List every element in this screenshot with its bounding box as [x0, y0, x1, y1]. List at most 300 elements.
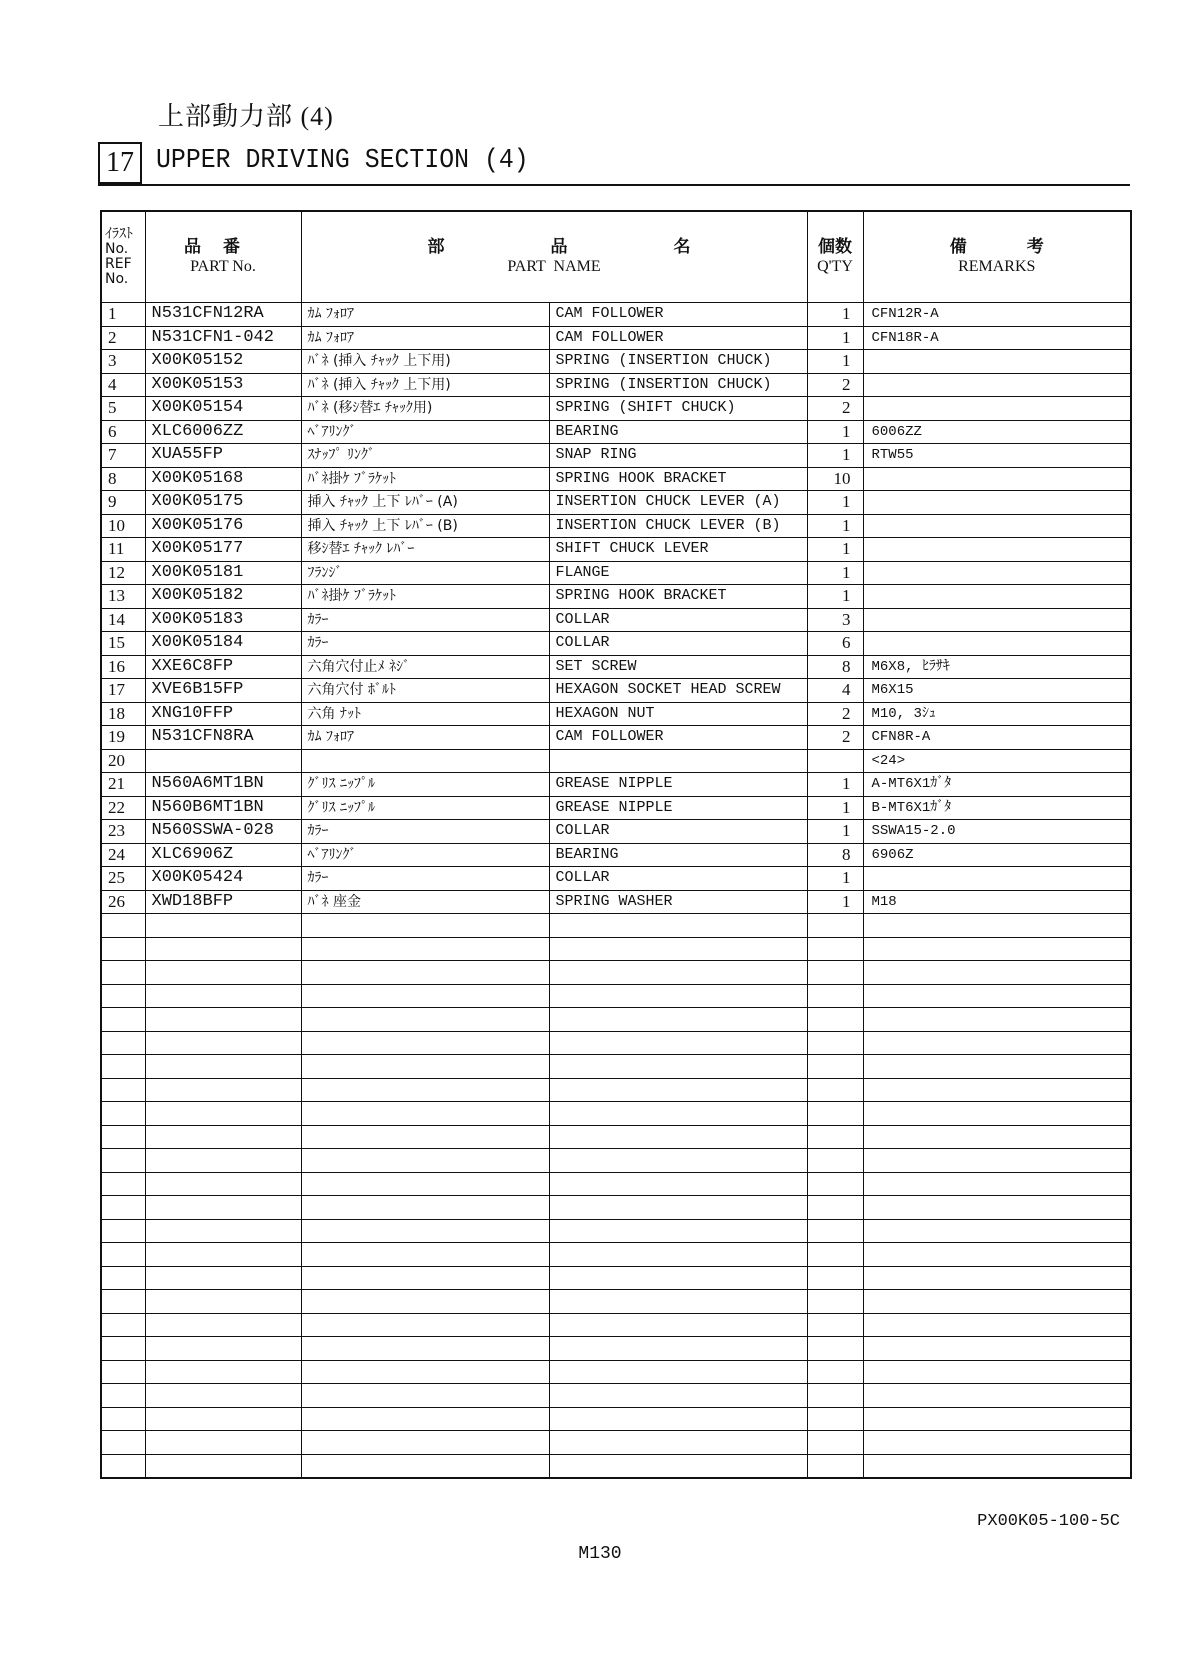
blank-cell [863, 1125, 1131, 1149]
qty-cell: 1 [807, 561, 863, 585]
qty-cell: 1 [807, 326, 863, 350]
blank-cell [301, 1102, 549, 1126]
table-row [101, 773, 1131, 797]
table-row [101, 444, 1131, 468]
table-row [101, 561, 1131, 585]
qty-cell: 1 [807, 420, 863, 444]
page-title-jp: 上部動力部 (4) [158, 102, 334, 131]
part-name-en-cell: HEXAGON SOCKET HEAD SCREW [549, 679, 807, 703]
qty-cell: 1 [807, 303, 863, 327]
remarks-label-jp: 備考 [949, 237, 1104, 257]
part-name-jp-cell: ｶﾗｰ [301, 632, 549, 656]
blank-row [101, 1102, 1131, 1126]
ref-cell: 14 [101, 608, 145, 632]
part-name-jp-cell: ｶﾑ ﾌｫﾛｱ [301, 726, 549, 750]
ref-cell: 24 [101, 843, 145, 867]
part-no-cell: X00K05168 [145, 467, 301, 491]
blank-cell [863, 1102, 1131, 1126]
part-name-jp-cell: 六角 ﾅｯﾄ [301, 702, 549, 726]
ref-cell: 9 [101, 491, 145, 515]
blank-cell [145, 1454, 301, 1478]
part-name-en-cell: FLANGE [549, 561, 807, 585]
qty-cell: 2 [807, 397, 863, 421]
blank-cell [101, 961, 145, 985]
blank-cell [807, 1172, 863, 1196]
blank-cell [807, 1031, 863, 1055]
qty-cell: 1 [807, 796, 863, 820]
blank-cell [807, 1407, 863, 1431]
part-name-jp-cell: ﾊﾞﾈ掛ｹ ﾌﾞﾗｹｯﾄ [301, 585, 549, 609]
blank-cell [863, 1149, 1131, 1173]
blank-cell [301, 1431, 549, 1455]
part-no-cell: X00K05182 [145, 585, 301, 609]
blank-cell [863, 1078, 1131, 1102]
blank-cell [549, 1384, 807, 1408]
blank-cell [145, 1384, 301, 1408]
ref-cell: 13 [101, 585, 145, 609]
blank-cell [145, 1149, 301, 1173]
part-no-cell: XXE6C8FP [145, 655, 301, 679]
part-no-cell: N531CFN12RA [145, 303, 301, 327]
table-row [101, 820, 1131, 844]
qty-cell: 1 [807, 890, 863, 914]
remarks-cell [863, 397, 1131, 421]
blank-row [101, 1407, 1131, 1431]
blank-cell [863, 1172, 1131, 1196]
part-name-jp-cell: 挿入 ﾁｬｯｸ 上下 ﾚﾊﾞｰ (A) [301, 491, 549, 515]
blank-cell [301, 1243, 549, 1267]
part-name-jp-cell: 挿入 ﾁｬｯｸ 上下 ﾚﾊﾞｰ (B) [301, 514, 549, 538]
blank-cell [145, 1360, 301, 1384]
blank-cell [549, 984, 807, 1008]
table-row [101, 726, 1131, 750]
part-no-cell: N560A6MT1BN [145, 773, 301, 797]
part-name-en-cell: HEXAGON NUT [549, 702, 807, 726]
table-row [101, 491, 1131, 515]
table-row [101, 397, 1131, 421]
ref-cell: 20 [101, 749, 145, 773]
part-no-cell: N531CFN8RA [145, 726, 301, 750]
ref-cell: 21 [101, 773, 145, 797]
part-name-en-cell: COLLAR [549, 820, 807, 844]
blank-cell [145, 1031, 301, 1055]
table-row [101, 420, 1131, 444]
blank-cell [145, 1337, 301, 1361]
blank-cell [301, 984, 549, 1008]
remarks-cell: 6906Z [863, 843, 1131, 867]
ref-cell: 3 [101, 350, 145, 374]
blank-cell [549, 1102, 807, 1126]
qty-cell: 10 [807, 467, 863, 491]
part-no-cell: XWD18BFP [145, 890, 301, 914]
part-no-cell: XLC6906Z [145, 843, 301, 867]
table-row [101, 749, 1131, 773]
table-row [101, 373, 1131, 397]
qty-cell: 8 [807, 843, 863, 867]
remarks-cell [863, 585, 1131, 609]
qty-label-jp: 個数 [818, 237, 852, 257]
table-row [101, 350, 1131, 374]
part-name-en-cell: BEARING [549, 843, 807, 867]
ref-cell: 10 [101, 514, 145, 538]
col-header-qty [807, 211, 863, 303]
part-name-en-cell: COLLAR [549, 867, 807, 891]
page-title-en: UPPER DRIVING SECTION (4) [156, 146, 529, 176]
table-row [101, 326, 1131, 350]
ref-cell: 16 [101, 655, 145, 679]
blank-cell [101, 1125, 145, 1149]
part-no-cell: X00K05177 [145, 538, 301, 562]
table-row [101, 467, 1131, 491]
blank-cell [863, 961, 1131, 985]
blank-cell [549, 1172, 807, 1196]
blank-cell [145, 1313, 301, 1337]
blank-cell [807, 1337, 863, 1361]
blank-cell [101, 1149, 145, 1173]
part-no-label-jp: 品番 [184, 237, 262, 257]
remarks-label-en: REMARKS [958, 258, 1036, 275]
blank-cell [101, 1407, 145, 1431]
blank-row [101, 1313, 1131, 1337]
blank-cell [807, 984, 863, 1008]
part-name-en-cell: CAM FOLLOWER [549, 726, 807, 750]
qty-cell: 1 [807, 350, 863, 374]
qty-cell: 3 [807, 608, 863, 632]
blank-cell [301, 1196, 549, 1220]
blank-cell [807, 1431, 863, 1455]
blank-cell [145, 1219, 301, 1243]
blank-cell [549, 1219, 807, 1243]
remarks-cell: M10, 3ｼｭ [863, 702, 1131, 726]
part-name-label-jp-3: 名 [673, 237, 691, 257]
part-name-en-cell [549, 749, 807, 773]
blank-cell [145, 1008, 301, 1032]
part-name-jp-cell: ﾊﾞﾈ (移ｼ替ｴ ﾁｬｯｸ用) [301, 397, 549, 421]
blank-cell [807, 1243, 863, 1267]
table-row [101, 702, 1131, 726]
blank-cell [301, 1149, 549, 1173]
blank-cell [301, 1125, 549, 1149]
remarks-cell [863, 491, 1131, 515]
section-number: 17 [98, 142, 142, 184]
blank-cell [301, 1266, 549, 1290]
blank-row [101, 1384, 1131, 1408]
blank-cell [145, 1196, 301, 1220]
blank-cell [863, 1290, 1131, 1314]
table-row [101, 303, 1131, 327]
blank-row [101, 937, 1131, 961]
blank-cell [863, 1313, 1131, 1337]
blank-row [101, 1337, 1131, 1361]
ref-cell: 25 [101, 867, 145, 891]
blank-cell [101, 1384, 145, 1408]
ref-cell: 11 [101, 538, 145, 562]
part-no-cell: XUA55FP [145, 444, 301, 468]
blank-cell [807, 1125, 863, 1149]
blank-cell [807, 1078, 863, 1102]
part-no-cell: N560SSWA-028 [145, 820, 301, 844]
blank-cell [301, 914, 549, 938]
remarks-cell: M18 [863, 890, 1131, 914]
remarks-cell: M6X15 [863, 679, 1131, 703]
blank-row [101, 984, 1131, 1008]
part-name-en-cell: SNAP RING [549, 444, 807, 468]
qty-cell: 1 [807, 773, 863, 797]
part-no-cell: X00K05184 [145, 632, 301, 656]
ref-label-en: REF [105, 256, 132, 272]
ref-cell: 17 [101, 679, 145, 703]
part-name-jp-cell: ｸﾞﾘｽ ﾆｯﾌﾟﾙ [301, 796, 549, 820]
blank-cell [549, 1243, 807, 1267]
qty-cell: 1 [807, 820, 863, 844]
remarks-cell [863, 867, 1131, 891]
blank-cell [101, 984, 145, 1008]
blank-cell [145, 1266, 301, 1290]
part-name-jp-cell: ﾊﾞﾈ掛ｹ ﾌﾞﾗｹｯﾄ [301, 467, 549, 491]
part-name-jp-cell: ｶﾑ ﾌｫﾛｱ [301, 326, 549, 350]
part-name-jp-cell: ｶﾗｰ [301, 608, 549, 632]
remarks-cell: B-MT6X1ｶﾞﾀ [863, 796, 1131, 820]
blank-cell [863, 1055, 1131, 1079]
part-no-cell: XNG10FFP [145, 702, 301, 726]
blank-cell [301, 1407, 549, 1431]
part-name-jp-cell: ｶﾗｰ [301, 820, 549, 844]
ref-cell: 2 [101, 326, 145, 350]
blank-cell [145, 1172, 301, 1196]
col-header-part-no [145, 211, 301, 303]
blank-cell [807, 1149, 863, 1173]
blank-row [101, 1431, 1131, 1455]
blank-cell [807, 1102, 863, 1126]
part-no-cell [145, 749, 301, 773]
ref-cell: 5 [101, 397, 145, 421]
blank-cell [549, 1454, 807, 1478]
remarks-cell: M6X8, ﾋﾗｻｷ [863, 655, 1131, 679]
blank-cell [101, 1196, 145, 1220]
document-code: PX00K05-100-5C [977, 1512, 1120, 1531]
part-name-jp-cell: ﾊﾞﾈ (挿入 ﾁｬｯｸ 上下用) [301, 373, 549, 397]
part-name-label-en: PART NAME [507, 258, 601, 275]
remarks-cell: CFN8R-A [863, 726, 1131, 750]
blank-cell [549, 1266, 807, 1290]
part-no-cell: N560B6MT1BN [145, 796, 301, 820]
ref-cell: 26 [101, 890, 145, 914]
part-name-jp-cell: 六角穴付止ﾒ ﾈｼﾞ [301, 655, 549, 679]
blank-cell [145, 914, 301, 938]
blank-row [101, 1125, 1131, 1149]
qty-cell: 1 [807, 514, 863, 538]
blank-row [101, 1196, 1131, 1220]
blank-cell [145, 1102, 301, 1126]
blank-cell [807, 937, 863, 961]
part-name-jp-cell: ﾌﾗﾝｼﾞ [301, 561, 549, 585]
table-row [101, 679, 1131, 703]
part-name-en-cell: SPRING (SHIFT CHUCK) [549, 397, 807, 421]
table-row [101, 843, 1131, 867]
blank-cell [863, 914, 1131, 938]
ref-cell: 4 [101, 373, 145, 397]
part-name-en-cell: GREASE NIPPLE [549, 773, 807, 797]
blank-cell [863, 984, 1131, 1008]
part-name-jp-cell: ﾊﾞﾈ (挿入 ﾁｬｯｸ 上下用) [301, 350, 549, 374]
blank-cell [145, 1407, 301, 1431]
blank-cell [549, 1149, 807, 1173]
blank-cell [101, 1055, 145, 1079]
part-name-en-cell: CAM FOLLOWER [549, 326, 807, 350]
blank-cell [807, 1290, 863, 1314]
part-name-jp-cell: ﾍﾞｱﾘﾝｸﾞ [301, 420, 549, 444]
blank-cell [549, 1290, 807, 1314]
remarks-cell [863, 373, 1131, 397]
blank-cell [863, 1407, 1131, 1431]
table-row [101, 538, 1131, 562]
part-name-en-cell: SPRING (INSERTION CHUCK) [549, 373, 807, 397]
ref-label-no: No. [105, 241, 129, 257]
blank-cell [807, 1360, 863, 1384]
blank-cell [101, 1360, 145, 1384]
blank-cell [549, 1055, 807, 1079]
part-name-en-cell: INSERTION CHUCK LEVER (B) [549, 514, 807, 538]
blank-cell [301, 1360, 549, 1384]
blank-row [101, 961, 1131, 985]
part-name-en-cell: SPRING WASHER [549, 890, 807, 914]
qty-label-en: Q'TY [817, 258, 853, 275]
remarks-cell: CFN12R-A [863, 303, 1131, 327]
blank-row [101, 1031, 1131, 1055]
blank-cell [549, 1008, 807, 1032]
blank-cell [301, 1454, 549, 1478]
blank-row [101, 914, 1131, 938]
blank-cell [301, 1290, 549, 1314]
ref-label-jp: ｲﾗｽﾄ [105, 226, 133, 242]
parts-table [100, 210, 1132, 1479]
qty-cell: 1 [807, 585, 863, 609]
blank-cell [549, 1313, 807, 1337]
remarks-cell [863, 538, 1131, 562]
qty-cell: 1 [807, 444, 863, 468]
table-row [101, 608, 1131, 632]
blank-cell [145, 1290, 301, 1314]
ref-cell: 6 [101, 420, 145, 444]
blank-cell [101, 1008, 145, 1032]
part-name-jp-cell: ｸﾞﾘｽ ﾆｯﾌﾟﾙ [301, 773, 549, 797]
remarks-cell [863, 561, 1131, 585]
blank-cell [549, 1431, 807, 1455]
blank-cell [863, 1337, 1131, 1361]
page-number: M130 [578, 1544, 622, 1564]
blank-cell [301, 1172, 549, 1196]
blank-row [101, 1219, 1131, 1243]
part-name-en-cell: SPRING (INSERTION CHUCK) [549, 350, 807, 374]
ref-cell: 19 [101, 726, 145, 750]
blank-cell [101, 1313, 145, 1337]
part-name-jp-cell: 六角穴付 ﾎﾞﾙﾄ [301, 679, 549, 703]
ref-cell: 15 [101, 632, 145, 656]
blank-cell [301, 1337, 549, 1361]
remarks-cell: CFN18R-A [863, 326, 1131, 350]
part-no-cell: X00K05154 [145, 397, 301, 421]
blank-cell [145, 1055, 301, 1079]
qty-cell: 2 [807, 726, 863, 750]
blank-cell [301, 1078, 549, 1102]
blank-cell [549, 1031, 807, 1055]
blank-cell [807, 1196, 863, 1220]
remarks-cell: <24> [863, 749, 1131, 773]
part-name-label-jp-2: 品 [550, 237, 568, 257]
blank-cell [863, 1243, 1131, 1267]
table-row [101, 514, 1131, 538]
remarks-cell: RTW55 [863, 444, 1131, 468]
blank-row [101, 1243, 1131, 1267]
blank-cell [863, 1266, 1131, 1290]
blank-row [101, 1008, 1131, 1032]
remarks-cell [863, 514, 1131, 538]
part-no-cell: X00K05152 [145, 350, 301, 374]
blank-cell [101, 1266, 145, 1290]
remarks-cell [863, 467, 1131, 491]
blank-cell [807, 1055, 863, 1079]
part-name-jp-cell: ｶﾑ ﾌｫﾛｱ [301, 303, 549, 327]
blank-cell [549, 914, 807, 938]
part-no-cell: X00K05176 [145, 514, 301, 538]
blank-cell [807, 961, 863, 985]
blank-cell [145, 1431, 301, 1455]
blank-cell [145, 961, 301, 985]
ref-cell: 12 [101, 561, 145, 585]
blank-cell [863, 1008, 1131, 1032]
blank-row [101, 1290, 1131, 1314]
blank-cell [101, 1172, 145, 1196]
blank-cell [549, 1125, 807, 1149]
blank-cell [301, 961, 549, 985]
col-header-part-name [301, 211, 807, 303]
blank-cell [145, 1243, 301, 1267]
qty-cell: 6 [807, 632, 863, 656]
table-header-row [101, 211, 1131, 303]
ref-cell: 1 [101, 303, 145, 327]
blank-cell [101, 1290, 145, 1314]
remarks-cell: SSWA15-2.0 [863, 820, 1131, 844]
part-name-en-cell: CAM FOLLOWER [549, 303, 807, 327]
blank-cell [863, 937, 1131, 961]
part-name-en-cell: BEARING [549, 420, 807, 444]
blank-cell [549, 961, 807, 985]
blank-cell [101, 914, 145, 938]
blank-cell [549, 1407, 807, 1431]
ref-label-no2: No. [105, 271, 129, 287]
part-name-en-cell: SHIFT CHUCK LEVER [549, 538, 807, 562]
blank-row [101, 1266, 1131, 1290]
blank-cell [301, 937, 549, 961]
blank-cell [807, 1219, 863, 1243]
blank-cell [301, 1031, 549, 1055]
part-name-jp-cell: ﾍﾞｱﾘﾝｸﾞ [301, 843, 549, 867]
ref-cell: 7 [101, 444, 145, 468]
ref-cell: 22 [101, 796, 145, 820]
remarks-cell [863, 608, 1131, 632]
remarks-cell [863, 350, 1131, 374]
table-row [101, 867, 1131, 891]
part-no-cell: X00K05424 [145, 867, 301, 891]
blank-cell [101, 1078, 145, 1102]
title-divider [98, 184, 1130, 186]
blank-row [101, 1055, 1131, 1079]
qty-cell: 8 [807, 655, 863, 679]
qty-cell: 4 [807, 679, 863, 703]
blank-cell [807, 1384, 863, 1408]
blank-cell [549, 1360, 807, 1384]
blank-cell [301, 1384, 549, 1408]
